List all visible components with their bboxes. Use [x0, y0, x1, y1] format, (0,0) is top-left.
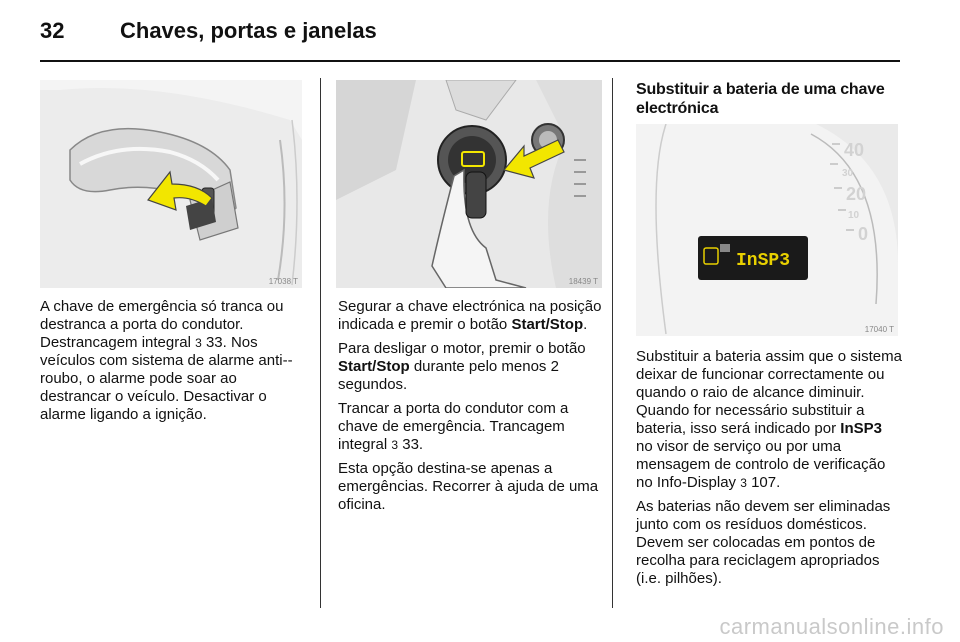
ignition-key-illustration	[336, 80, 602, 288]
ignition-drawing	[336, 80, 602, 288]
column-3-text	[636, 348, 902, 594]
figure-code: 17040 T	[864, 325, 894, 334]
column-divider-2	[612, 78, 613, 608]
watermark: carmanualsonline.info	[719, 614, 944, 639]
display-drawing	[636, 124, 898, 336]
paragraph: Substituir a bateria assim que o sistema deixar de funcionar correctamente ou quando o raio de alcance diminuir. Quando for necessário substituir a bateria, isso será indicado por InSP3 no visor de serviço ou por uma mensagem de controlo de verificação no Info-Display 3 107.	[636, 348, 902, 491]
paragraph: Esta opção destina-se apenas a emergências. Recorrer à ajuda de uma oficina.	[338, 460, 599, 513]
gauge-label: 0	[858, 224, 869, 244]
figure-code: 18439 T	[568, 277, 598, 286]
service-display-illustration	[636, 124, 898, 336]
paragraph: Para desligar o motor, premir o botão Start/Stop durante pelo menos 2 segundos.	[338, 340, 586, 393]
paragraph: Trancar a porta do condutor com a chave de emergência. Trancagem integral 3 33.	[338, 400, 569, 453]
paragraph: A chave de emergência só tranca ou destranca a porta do condutor. Destrancagem integral 3 33. Nos veículos com sistema de alarme anti--roubo, o alarme pode soar ao destrancar o veículo. Desactivar o alarme ligando a ignição.	[40, 298, 293, 423]
section-heading: Substituir a bateria de uma chave electrónica	[636, 81, 885, 117]
page-ref-icon: 3	[195, 336, 202, 350]
column-2-text	[338, 298, 604, 520]
header-rule	[40, 60, 900, 62]
lcd-service-text: InSP3	[736, 251, 791, 271]
door-handle-illustration	[40, 80, 302, 288]
gauge-label: 40	[844, 140, 865, 160]
gauge-label: 10	[848, 210, 860, 221]
gauge-label: 30	[842, 168, 854, 179]
page-ref-icon: 3	[391, 438, 399, 452]
figure-code: 17038 T	[268, 277, 298, 286]
page-title: Chaves, portas e janelas	[120, 18, 377, 43]
paragraph: As baterias não devem ser eliminadas junto com os resíduos domésticos. Devem ser colocadas em pontos de recolha para reciclagem apropriados (i.e. pilhões).	[636, 498, 891, 587]
page-header	[40, 14, 920, 60]
column-1-text	[40, 298, 308, 430]
page-ref: 107	[751, 474, 777, 491]
column-divider-1	[320, 78, 321, 608]
page-ref: 33	[402, 436, 419, 453]
door-handle-drawing	[40, 80, 302, 288]
page-ref-icon: 3	[740, 476, 747, 490]
page-ref: 33	[205, 334, 223, 351]
gauge-label: 20	[846, 184, 867, 204]
page-number: 32	[40, 18, 65, 43]
paragraph: Segurar a chave electrónica na posição indicada e premir o botão Start/Stop.	[338, 298, 602, 333]
